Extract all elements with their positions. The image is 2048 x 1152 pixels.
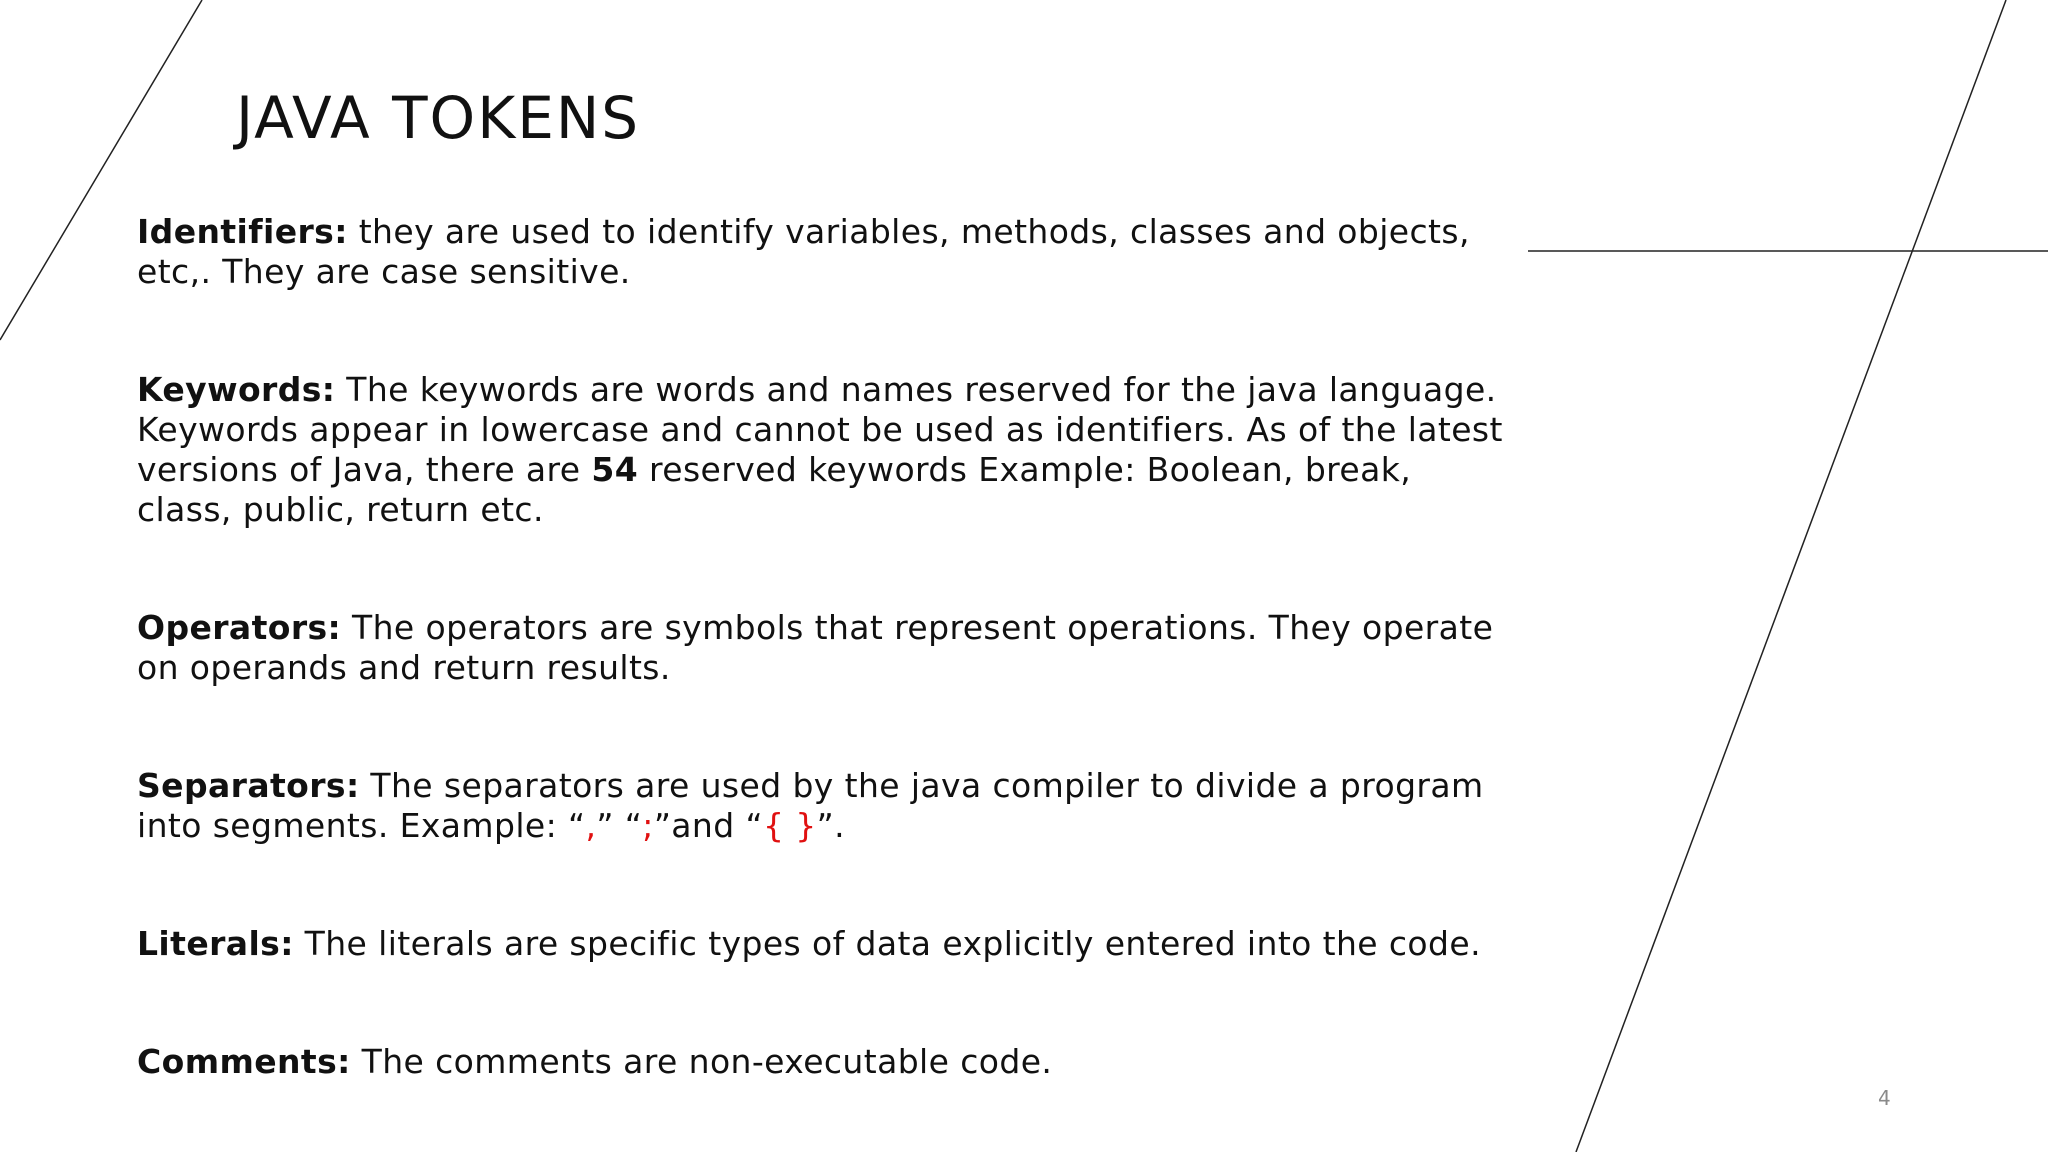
spacer — [137, 530, 1509, 608]
keyword-count: 54 — [591, 450, 639, 489]
separator-semicolon: ; — [642, 806, 654, 845]
slide-title: JAVA TOKENS — [236, 84, 641, 152]
text-keywords-before: The keywords are words and names reserved for the java language. Keywords appear in lowercase and cannot be used as identifiers. As of the latest versions of Java, there are — [137, 370, 1503, 489]
paragraph-operators — [137, 608, 1509, 688]
term-identifiers: Identifiers: — [137, 212, 348, 251]
term-literals: Literals: — [137, 924, 294, 963]
text-operators: The operators are symbols that represent operations. They operate on operands and return results. — [137, 608, 1494, 687]
spacer — [137, 688, 1509, 766]
term-comments: Comments: — [137, 1042, 351, 1081]
text-literals: The literals are specific types of data explicitly entered into the code. — [293, 924, 1481, 963]
slide-content — [137, 212, 1509, 1082]
text-separators-mid2: ”and “ — [653, 806, 763, 845]
paragraph-keywords — [137, 370, 1509, 530]
text-identifiers: they are used to identify variables, methods, classes and objects, etc,. They are case sensitive. — [137, 212, 1470, 291]
paragraph-literals — [137, 924, 1509, 964]
spacer — [137, 292, 1509, 370]
paragraph-comments — [137, 1042, 1509, 1082]
text-separators-before: The separators are used by the java compiler to divide a program into segments. Example: “ — [137, 766, 1484, 845]
term-operators: Operators: — [137, 608, 342, 647]
text-comments: The comments are non-executable code. — [350, 1042, 1053, 1081]
separator-braces: { } — [762, 806, 817, 845]
paragraph-identifiers — [137, 212, 1509, 292]
term-keywords: Keywords: — [137, 370, 336, 409]
page-number: 4 — [1878, 1086, 1891, 1110]
text-separators-mid1: ” “ — [596, 806, 643, 845]
term-separators: Separators: — [137, 766, 360, 805]
text-separators-after: ”. — [816, 806, 846, 845]
paragraph-separators — [137, 766, 1509, 846]
deco-line-right-diagonal — [1576, 0, 2006, 1152]
separator-comma: , — [585, 806, 597, 845]
spacer — [137, 846, 1509, 924]
text-keywords-after: reserved keywords Example: Boolean, break, class, public, return etc. — [137, 450, 1412, 529]
spacer — [137, 964, 1509, 1042]
